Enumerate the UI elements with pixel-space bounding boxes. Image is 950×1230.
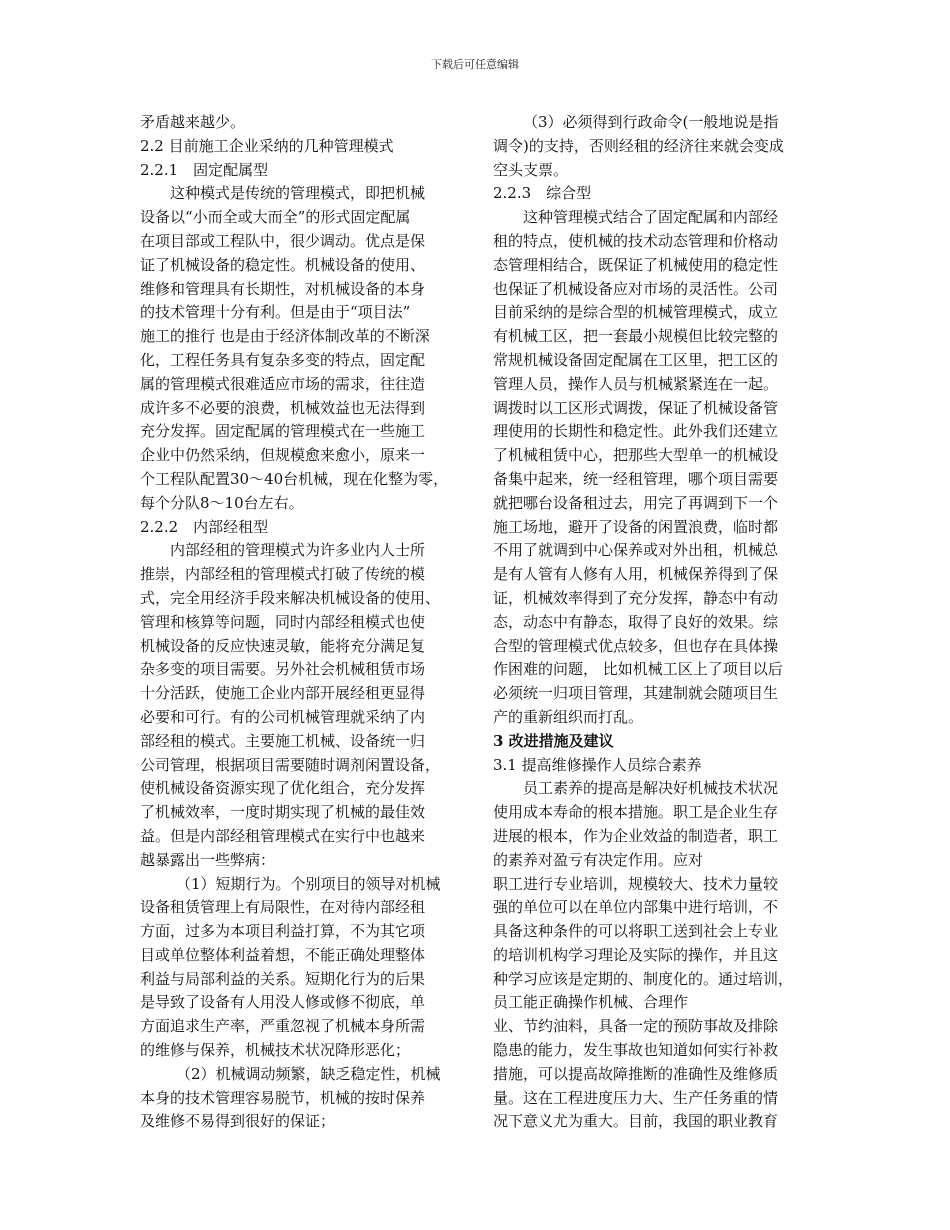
text-line: 作困难的问题， 比如机械工区上了项目以后 (493, 660, 783, 679)
text-line: 矛盾越来越少。 (140, 113, 246, 131)
text-line: 就把哪台设备租过去，用完了再调到下一个 (493, 493, 779, 512)
text-line: 及维修不易得到很好的保证； (140, 1112, 336, 1131)
text-line: （2）机械调动频繁，缺乏稳定性，机械 (176, 1064, 441, 1083)
text-line: 每个分队8～10台左右。 (140, 493, 304, 512)
text-line: 不用了就调到中心保养或对外出租，机械总 (493, 541, 779, 560)
text-line: 本身的技术管理容易脱节，机械的按时保养 (140, 1088, 426, 1107)
text-line: （1）短期行为。个别项目的领导对机械 (176, 874, 441, 893)
right-column (493, 111, 815, 1134)
text-line: 了机械租赁中心，把那些大型单一的机械设 (493, 446, 779, 465)
text-line: 使机械设备资源实现了优化组合，充分发挥 (140, 779, 426, 798)
text-line: 有机械工区，把一套最小规模但比较完整的 (493, 327, 779, 346)
text-line: 的培训机构学习理论及实际的操作，并且这 (493, 945, 779, 964)
text-line: 个工程队配置30～40台机械，现在化整为零， (140, 469, 449, 488)
text-line: 这种管理模式结合了固定配属和内部经 (523, 208, 779, 227)
text-line: 属的管理模式很难适应市场的需求，往往造 (140, 374, 426, 393)
page-header: 下载后可任意编辑 (431, 58, 519, 71)
text-line: 况下意义尤为重大。目前，我国的职业教育 (493, 1112, 779, 1131)
text-line: 员工能正确操作机械、合理作 (493, 993, 689, 1012)
text-line: 的素养对盈亏有决定作用。应对 (493, 850, 704, 869)
text-line: 必须统一归项目管理，其建制就会随项目生 (493, 684, 779, 703)
text-line: 施工场地，避开了设备的闲置浪费，临时都 (493, 517, 779, 536)
text-line: 职工进行专业培训，规模较大、技术力量较 (493, 874, 779, 893)
text-line: 2.2.2 内部经租型 (140, 517, 269, 536)
text-line: 是导致了设备有人用没人修或修不彻底，单 (140, 993, 426, 1012)
text-line: 具备这种条件的可以将职工送到社会上专业 (493, 922, 779, 941)
text-line: （3）必须得到行政命令(一般地说是指 (523, 113, 779, 131)
text-line: 益。但是内部经租管理模式在实行中也越来 (140, 826, 426, 845)
text-line: 使用成本寿命的根本措施。职工是企业生存 (493, 803, 779, 822)
text-line: 备集中起来，统一经租管理，哪个项目需要 (493, 469, 779, 488)
text-line: 方面，过多为本项目利益打算，不为其它项 (140, 922, 426, 941)
text-line: 证了机械设备的稳定性。机械设备的使用、 (140, 255, 426, 274)
text-line: 种学习应该是定期的、制度化的。通过培训， (493, 969, 794, 988)
text-line: 化，工程任务具有复杂多变的特点，固定配 (140, 350, 426, 369)
text-line: 管理人员，操作人员与机械紧紧连在一起。 (493, 374, 779, 393)
text-line: 理使用的长期性和稳定性。此外我们还建立 (493, 422, 779, 441)
text-line: 租的特点，使机械的技术动态管理和价格动 (493, 231, 779, 250)
text-line: 了机械效率，一度时期实现了机械的最佳效 (140, 803, 426, 822)
text-line: 目或单位整体利益着想，不能正确处理整体 (140, 945, 426, 964)
text-line: 式，完全用经济手段来解决机械设备的使用、 (140, 588, 441, 607)
text-line: 施工的推行 也是由于经济体制改革的不断深 (140, 327, 430, 346)
text-line: 2.2.3 综合型 (493, 184, 592, 203)
text-line: 设备以“小而全或大而全”的形式固定配属 (140, 208, 411, 227)
text-line: 是有人管有人修有人用，机械保养得到了保 (493, 565, 779, 584)
text-line: 公司管理，根据项目需要随时调剂闲置设备， (140, 755, 441, 774)
text-line: 业、节约油料，具备一定的预防事故及排除 (493, 1017, 779, 1036)
text-line: 的维修与保养，机械技术状况降形恶化； (140, 1041, 411, 1060)
text-line: 强的单位可以在单位内部集中进行培训，不 (493, 898, 779, 917)
text-line: 机械设备的反应快速灵敏，能将充分满足复 (140, 636, 426, 655)
text-line: 成许多不必要的浪费，机械效益也无法得到 (140, 398, 426, 417)
text-line: 推崇，内部经租的管理模式打破了传统的模 (140, 565, 426, 584)
text-line: 必要和可行。有的公司机械管理就采纳了内 (140, 707, 426, 726)
text-line: 空头支票。 (493, 160, 569, 179)
text-line: 措施，可以提高故障推断的准确性及维修质 (493, 1064, 779, 1083)
left-column (140, 111, 460, 1134)
text-line: 利益与局部利益的关系。短期化行为的后果 (140, 969, 426, 988)
text-line: 方面追求生产率，严重忽视了机械本身所需 (140, 1017, 426, 1036)
text-line: 员工素养的提高是解决好机械技术状况 (523, 779, 779, 798)
text-line: 充分发挥。固定配属的管理模式在一些施工 (140, 422, 426, 441)
text-line: 十分活跃，使施工企业内部开展经租更显得 (140, 684, 426, 703)
text-line: 调令)的支持，否则经租的经济往来就会变成 (493, 136, 784, 155)
text-line: 态，动态中有静态，取得了良好的效果。综 (493, 612, 779, 631)
text-line: 2.2 目前施工企业采纳的几种管理模式 (140, 136, 394, 155)
text-line: 证，机械效率得到了充分发挥，静态中有动 (493, 588, 779, 607)
text-line: 部经租的模式。主要施工机械、设备统一归 (140, 731, 426, 750)
text-line: 量。这在工程进度压力大、生产任务重的情 (493, 1088, 779, 1107)
text-line: 企业中仍然采纳，但规模愈来愈小，原来一 (140, 446, 426, 465)
text-line: 内部经租的管理模式为许多业内人士所 (170, 541, 426, 560)
text-line: 进展的根本，作为企业效益的制造者，职工 (493, 826, 779, 845)
text-line: 隐患的能力，发生事故也知道如何实行补救 (493, 1041, 779, 1060)
text-line: 合型的管理模式优点较多，但也存在具体操 (493, 636, 779, 655)
text-line: 2.2.1 固定配属型 (140, 160, 269, 179)
text-line: 的技术管理十分有利。但是由于“项目法” (140, 303, 411, 322)
text-line: 3.1 提高维修操作人员综合素养 (493, 755, 702, 774)
text-line: 3 改进措施及建议 (493, 731, 614, 750)
text-line: 管理和核算等问题，同时内部经租模式也使 (140, 612, 426, 631)
text-line: 常规机械设备固定配属在工区里，把工区的 (493, 350, 779, 369)
text-line: 越暴露出一些弊病： (140, 850, 276, 869)
text-line: 也保证了机械设备应对市场的灵活性。公司 (493, 279, 779, 298)
text-line: 杂多变的项目需要。另外社会机械租赁市场 (140, 660, 426, 679)
text-line: 设备租赁管理上有局限性，在对待内部经租 (140, 898, 426, 917)
text-line: 态管理相结合，既保证了机械使用的稳定性 (493, 255, 779, 274)
text-line: 这种模式是传统的管理模式，即把机械 (170, 184, 426, 203)
text-line: 维修和管理具有长期性，对机械设备的本身 (140, 279, 426, 298)
text-line: 目前采纳的是综合型的机械管理模式，成立 (493, 303, 779, 322)
text-line: 调拨时以工区形式调拨，保证了机械设备管 (493, 398, 779, 417)
text-line: 产的重新组织而打乱。 (493, 707, 644, 726)
text-line: 在项目部或工程队中，很少调动。优点是保 (140, 231, 426, 250)
